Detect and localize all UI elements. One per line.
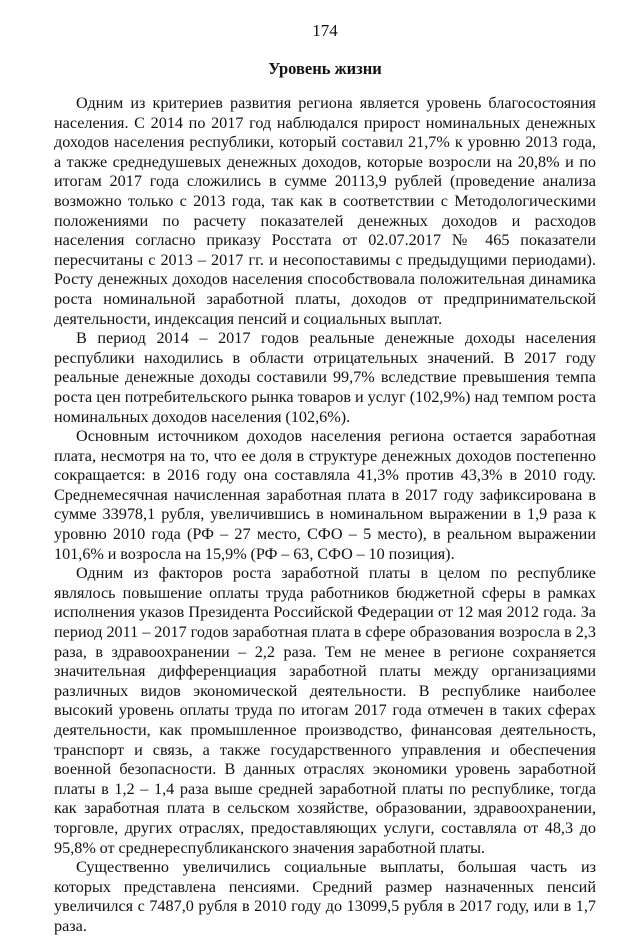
paragraph: Одним из факторов роста заработной платы в целом по республике являлось повышение оплаты труда работников бюджетной сферы в рамках исполнения указов Президента Российской Федерации от 12 мая 2012 года. За период 2011 – 2017 годов заработная плата в сфере образования возросла в 2,3 раза, в здравоохранении – 2,2 раза. Тем не менее в регионе сохраняется значительная дифференциация заработной платы между организациями различных видов экономической деятельности. В республике наиболее высокий уровень оплаты труда по итогам 2017 года отмечен в таких сферах деятельности, как промышленное производство, финансовая деятельность, транспорт и связь, а также государственного управления и обеспечения военной безопасности. В данных отраслях экономики уровень заработной платы в 1,2 – 1,4 раза выше средней заработной платы по республике, тогда как заработная плата в сельском хозяйстве, образовании, здравоохранении, торговле, других отраслях, предоставляющих услуги, составляла от 48,3 до 95,8% от среднереспубликанского значения заработной платы. [54, 564, 596, 857]
page-number: 174 [312, 21, 338, 40]
paragraph: Существенно увеличились социальные выплаты, большая часть из которых представлена пенсиями. Средний размер назначенных пенсий увеличился с 7487,0 рубля в 2010 году до 13099,5 рубля в 2017 году, или в 1,7 раза. [54, 858, 596, 935]
section-title: Уровень жизни [268, 59, 382, 78]
paragraph: Одним из критериев развития региона является уровень благосостояния населения. С 2014 по 2017 год наблюдался прирост номинальных денежных доходов населения республики, который составил 21,7% к уровню 2013 года, а также среднедушевых денежных доходов, которые возросли на 20,8% и по итогам 2017 года сложились в сумме 20113,9 рублей (проведение анализа возможно только с 2013 года, так как в соответствии с Методологическими положениями по расчету показателей денежных доходов и расходов населения согласно приказу Росстата от 02.07.2017 № 465 показатели пересчитаны с 2013 – 2017 гг. и несопоставимы с предыдущими периодами). Росту денежных доходов населения способствовала положительная динамика роста номинальной заработной платы, доходов от предпринимательской деятельности, индексация пенсий и социальных выплат. [54, 94, 596, 328]
paragraph: В период 2014 – 2017 годов реальные денежные доходы населения республики находились в области отрицательных значений. В 2017 году реальные денежные доходы составили 99,7% вследствие превышения темпа роста цен потребительского рынка товаров и услуг (102,9%) над темпом роста номинальных доходов населения (102,6%). [54, 329, 596, 426]
paragraph: Основным источником доходов населения региона остается заработная плата, несмотря на то, что ее доля в структуре денежных доходов постепенно сокращается: в 2016 году она составляла 41,3% против 43,3% в 2010 году. Среднемесячная начисленная заработная плата в 2017 году зафиксирована в сумме 33978,1 рубля, увеличившись в номинальном выражении в 1,9 раза к уровню 2010 года (РФ – 27 место, СФО – 5 место), в реальном выражении 101,6% и возросла на 15,9% (РФ – 63, СФО – 10 позиция). [54, 427, 596, 563]
